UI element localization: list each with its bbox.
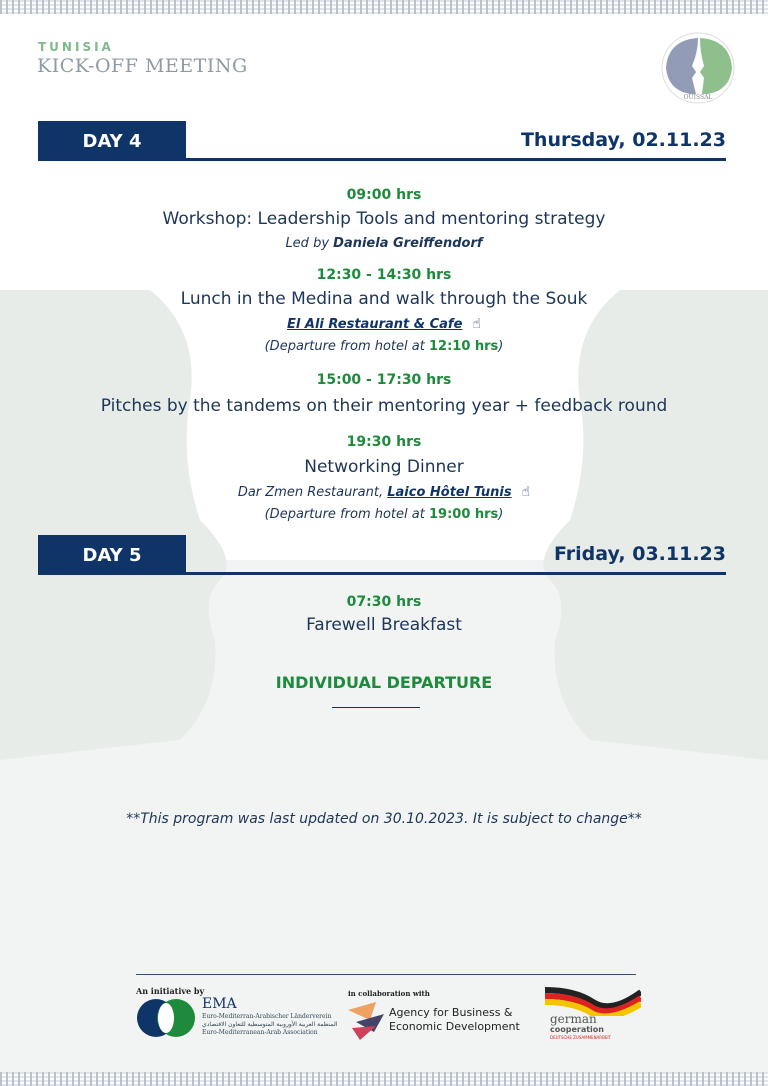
- event-led-by: [0, 236, 768, 251]
- german-label: german: [550, 1012, 597, 1026]
- event-title: Lunch in the Medina and walk through the Souk: [180, 289, 588, 309]
- divider: [38, 158, 726, 161]
- pointer-hand-icon[interactable]: ☝: [472, 316, 481, 332]
- ouissal-logo: OUISSAL: [660, 32, 736, 104]
- ema-german: Euro-Mediterran-Arabischer Länderverein: [202, 1013, 332, 1020]
- event-time: 19:30 hrs: [346, 434, 422, 450]
- ema-name: EMA: [202, 996, 237, 1012]
- pointer-hand-icon[interactable]: ☝: [521, 484, 531, 500]
- country-label: TUNISIA: [38, 40, 114, 54]
- venue-prefix: Dar Zmen Restaurant,: [237, 485, 384, 500]
- collab-label: in collaboration with: [348, 989, 430, 998]
- led-by-prefix: Led by: [285, 236, 330, 251]
- update-note: **This program was last updated on 30.10.2023. It is subject to change**: [126, 811, 642, 827]
- event-title: Pitches by the tandems on their mentoring year + feedback round: [100, 396, 668, 416]
- agency-name-2: Economic Development: [389, 1020, 520, 1033]
- footer-divider: [136, 974, 636, 975]
- cooperation-label: cooperation: [550, 1025, 604, 1034]
- day-5-date: Friday, 03.11.23: [554, 543, 726, 565]
- day-4-date: Thursday, 02.11.23: [520, 129, 726, 151]
- departure-prefix: (Departure from hotel at: [264, 507, 425, 522]
- departure-time: 12:10 hrs: [428, 339, 499, 354]
- venue-link[interactable]: El Ali Restaurant & Cafe: [287, 317, 463, 332]
- event-title: Workshop: Leadership Tools and mentoring strategy: [162, 209, 606, 229]
- ema-arabic: المنظمة العربية الأوروبية المتوسطية للتعاون الاقتصادي: [202, 1021, 338, 1028]
- departure-prefix: (Departure from hotel at: [264, 339, 425, 354]
- event-time: 12:30 - 14:30 hrs: [316, 267, 452, 283]
- top-border-pattern: [0, 0, 768, 14]
- ema-logo-icon: [136, 998, 196, 1042]
- event-time: 15:00 - 17:30 hrs: [316, 372, 452, 388]
- departure-line: [0, 339, 768, 354]
- speaker-name: Daniela Greiffendorf: [333, 236, 483, 251]
- individual-departure: INDIVIDUAL DEPARTURE: [275, 673, 493, 692]
- page-title: KICK-OFF MEETING: [37, 55, 248, 77]
- departure-time: 19:00 hrs: [428, 507, 499, 522]
- event-title: Farewell Breakfast: [306, 615, 462, 635]
- agency-logo-icon: [346, 1000, 386, 1044]
- divider: [38, 572, 726, 575]
- day-5-label: DAY 5: [38, 535, 186, 575]
- venue-link[interactable]: Laico Hôtel Tunis: [387, 485, 512, 500]
- departure-suffix: ): [498, 507, 504, 522]
- agency-name-1: Agency for Business &: [389, 1006, 513, 1019]
- departure-suffix: ): [498, 339, 504, 354]
- divider: [332, 707, 420, 708]
- initiative-label: An initiative by: [136, 986, 205, 996]
- day-4-label: DAY 4: [38, 121, 186, 161]
- departure-line: [0, 507, 768, 522]
- event-time: 09:00 hrs: [346, 187, 422, 203]
- bottom-border-pattern: [0, 1072, 768, 1086]
- ema-english: Euro-Mediterranean-Arab Association: [202, 1029, 318, 1036]
- deutsche-label: DEUTSCHE ZUSAMMENARBEIT: [550, 1035, 611, 1040]
- venue-line: [0, 484, 768, 500]
- venue-line: [0, 316, 768, 332]
- event-time: 07:30 hrs: [346, 594, 422, 610]
- event-title: Networking Dinner: [304, 457, 464, 477]
